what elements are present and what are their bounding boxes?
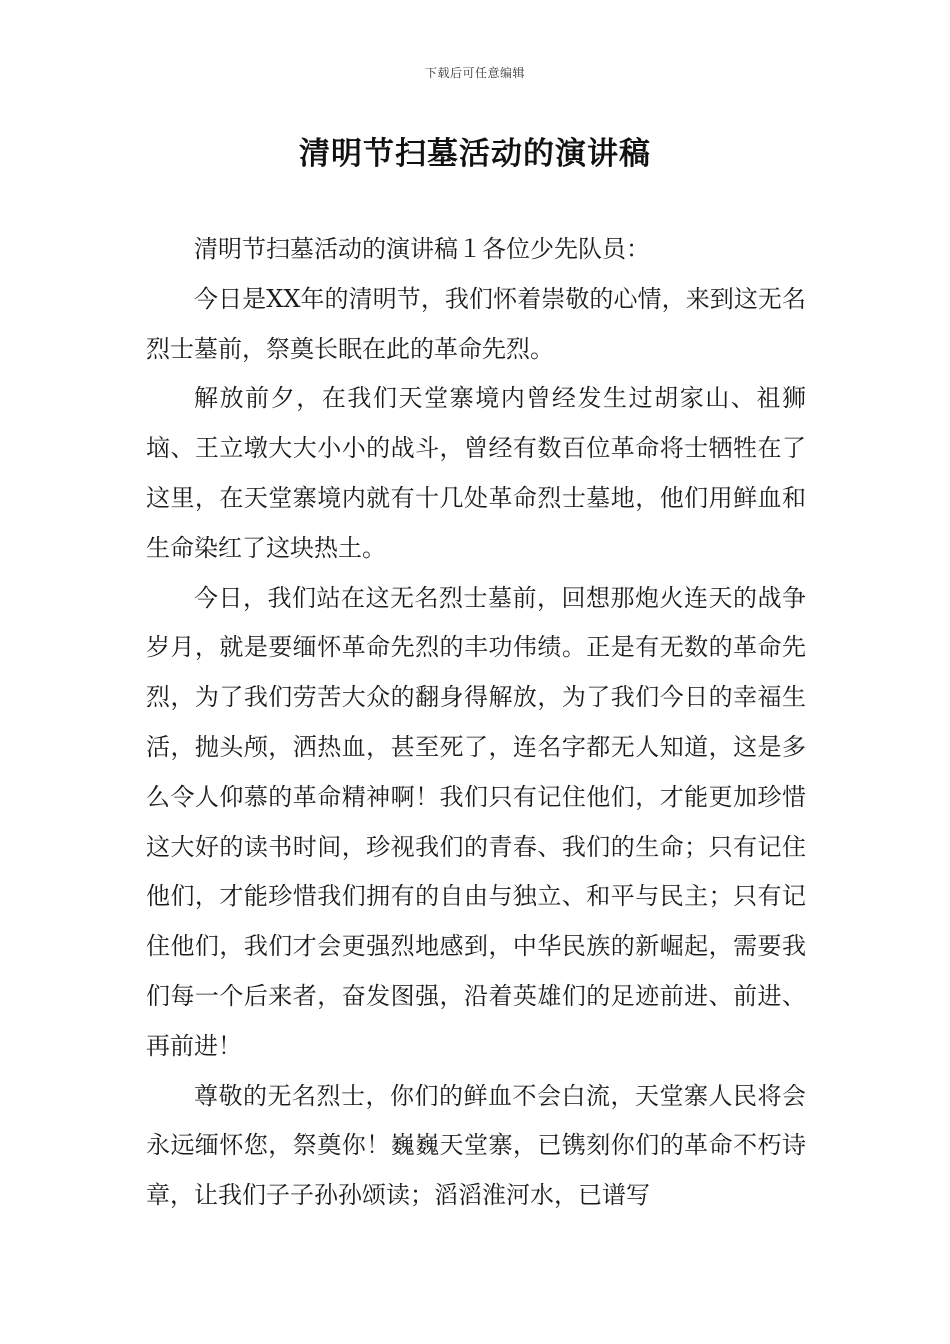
paragraph-1: 清明节扫墓活动的演讲稿１各位少先队员： — [194, 235, 650, 263]
document-body — [146, 225, 806, 1221]
paragraph-3: 解放前夕，在我们天堂寨境内曾经发生过胡家山、祖狮垴、王立墩大大小小的战斗，曾经有数百位革命将士牺牲在了这里，在天堂寨境内就有十几处革命烈士墓地，他们用鲜血和生命染红了这块热土。 — [146, 384, 806, 562]
paragraph-5: 尊敬的无名烈士，你们的鲜血不会白流，天堂寨人民将会永远缅怀您，祭奠你！巍巍天堂寨，已镌刻你们的革命不朽诗章，让我们子子孙孙颂读；滔滔淮河水，已谱写 — [146, 1081, 806, 1210]
paragraph-4: 今日，我们站在这无名烈士墓前，回想那炮火连天的战争岁月，就是要缅怀革命先烈的丰功伟绩。正是有无数的革命先烈，为了我们劳苦大众的翻身得解放，为了我们今日的幸福生活，抛头颅，洒热血，甚至死了，连名字都无人知道，这是多么令人仰慕的革命精神啊！我们只有记住他们，才能更加珍惜这大好的读书时间，珍视我们的青春、我们的生命；只有记住他们，才能珍惜我们拥有的自由与独立、和平与民主；只有记住他们，我们才会更强烈地感到，中华民族的新崛起，需要我们每一个后来者，奋发图强，沿着英雄们的足迹前进、前进、再前进！ — [146, 583, 806, 1060]
header-note: 下载后可任意编辑 — [424, 66, 525, 80]
paragraph-2: 今日是XX年的清明节，我们怀着崇敬的心情，来到这无名烈士墓前，祭奠长眠在此的革命先烈。 — [146, 284, 806, 363]
page-title: 清明节扫墓活动的演讲稿 — [299, 136, 651, 172]
